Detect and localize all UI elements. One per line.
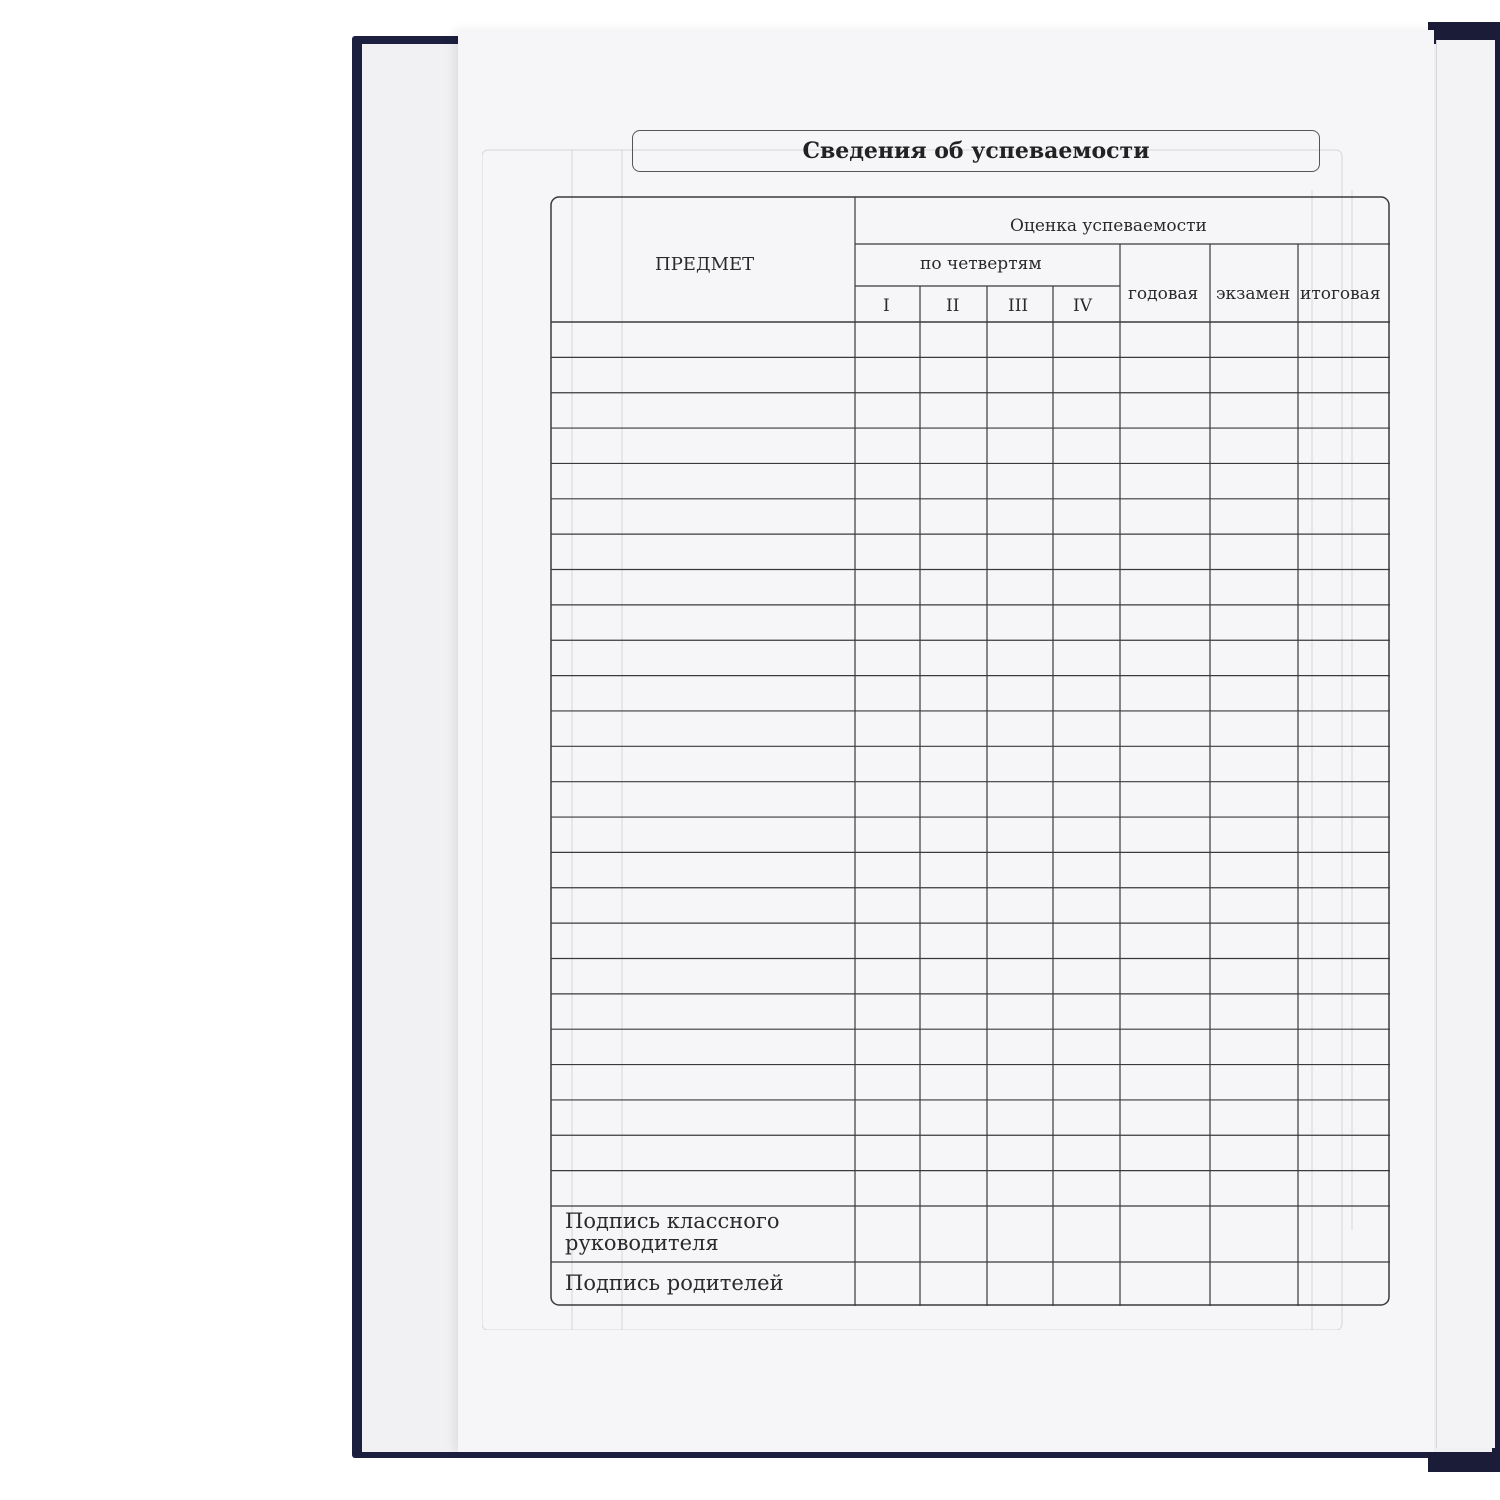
quarters-header: по четвертям	[920, 254, 1042, 274]
quarter-2-header: II	[946, 296, 960, 316]
subject-header: ПРЕДМЕТ	[655, 254, 755, 275]
section-title: Сведения об успеваемости	[632, 130, 1320, 172]
table-frame	[551, 197, 1389, 1305]
annual-header: годовая	[1128, 284, 1199, 304]
teacher-signature-label: Подпись классного руководителя	[565, 1209, 780, 1255]
quarter-4-header: IV	[1073, 296, 1092, 316]
exam-header: экзамен	[1216, 284, 1291, 304]
grade-header: Оценка успеваемости	[1010, 216, 1207, 236]
table-grid	[550, 196, 1390, 1306]
parent-signature-label: Подпись родителей	[565, 1271, 784, 1295]
quarter-3-header: III	[1008, 296, 1029, 316]
grades-table	[550, 196, 1390, 1306]
quarter-1-header: I	[883, 296, 890, 316]
final-header: итоговая	[1300, 284, 1381, 304]
next-page-edge	[1436, 40, 1495, 1448]
